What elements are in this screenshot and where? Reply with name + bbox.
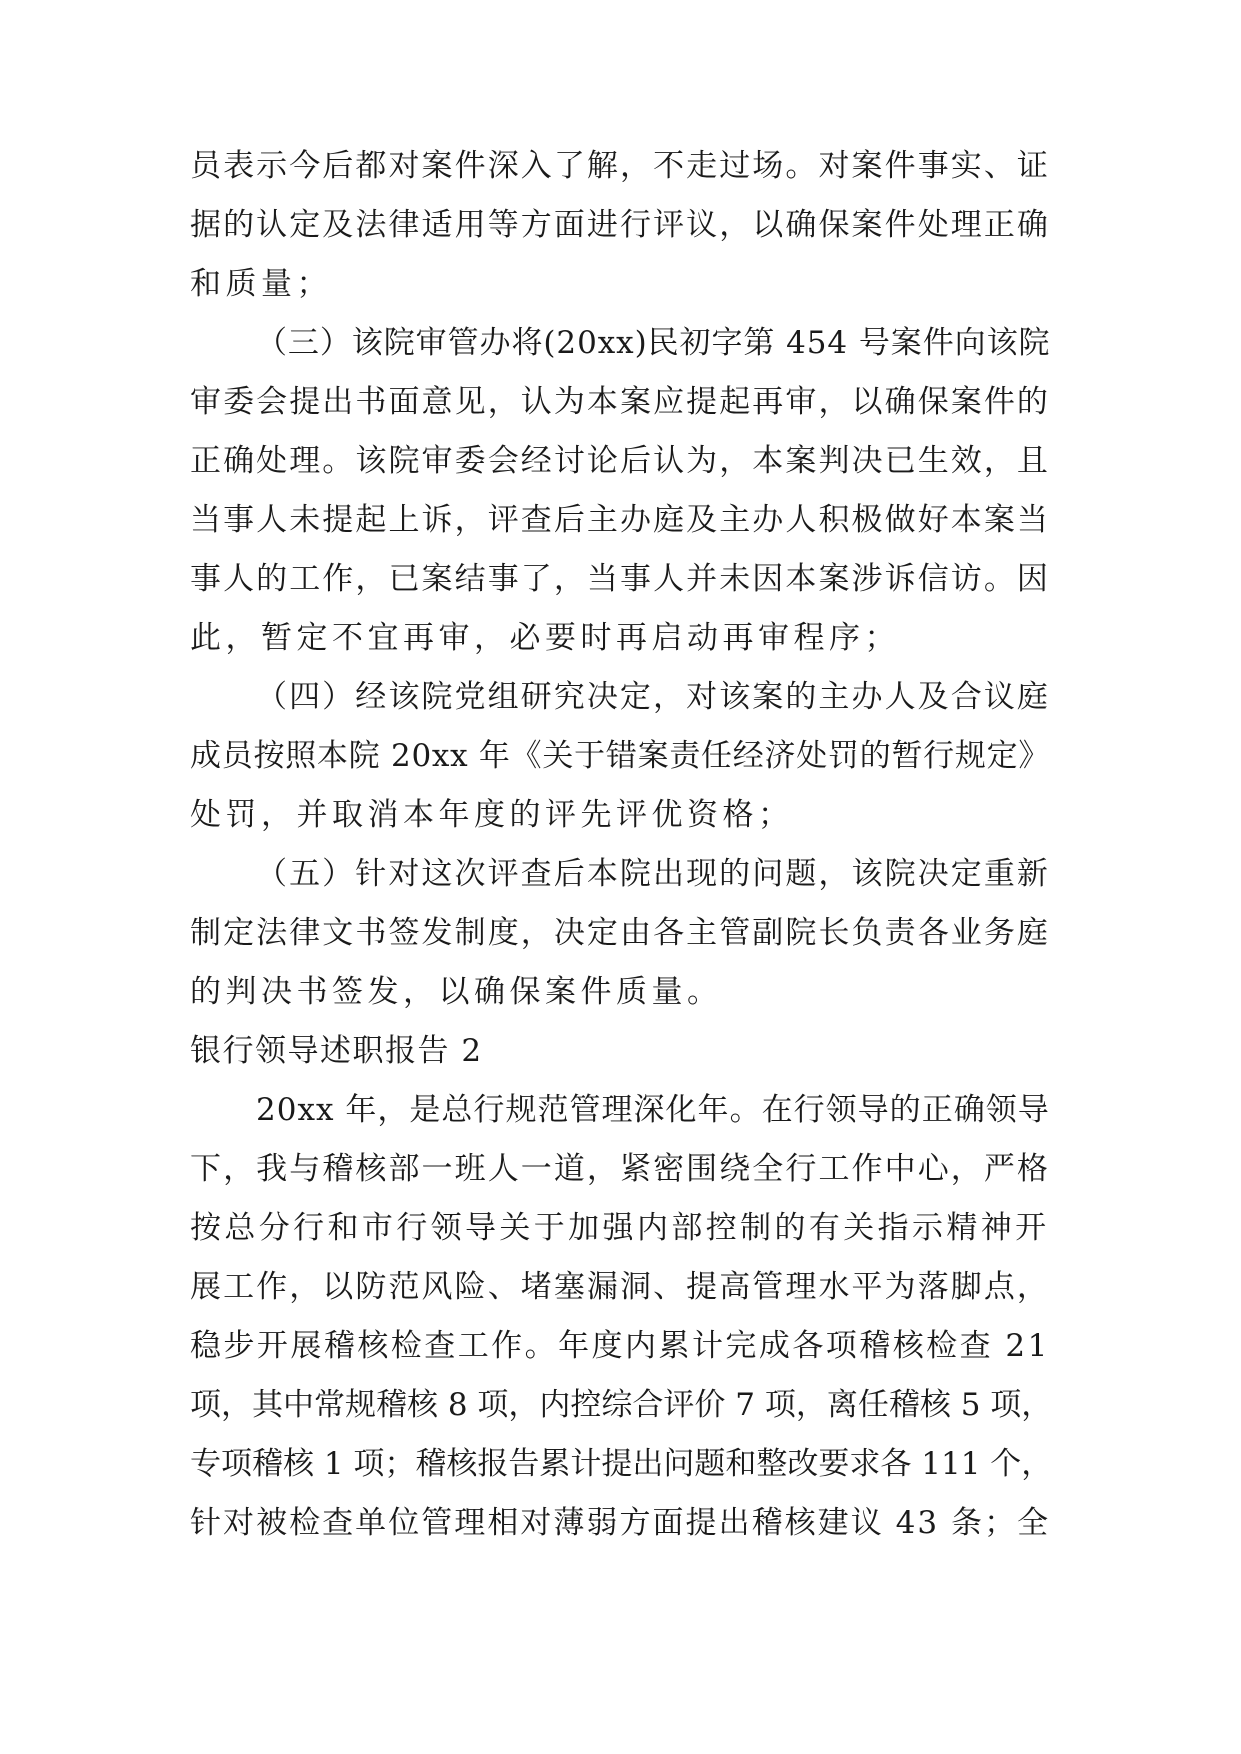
text-line: 下，我与稽核部一班人一道，紧密围绕全行工作中心，严格 [190, 1151, 1050, 1187]
text-line: 据的认定及法律适用等方面进行评议，以确保案件处理正确 [190, 207, 1050, 243]
text-line: 20xx 年，是总行规范管理深化年。在行领导的正确领导 [256, 1092, 1050, 1128]
text-line: 和质量； [190, 266, 332, 302]
text-line: 稳步开展稽核检查工作。年度内累计完成各项稽核检查 21 [190, 1328, 1050, 1364]
text-line: 此，暂定不宜再审，必要时再启动再审程序； [190, 620, 900, 656]
text-line: （三）该院审管办将(20xx)民初字第 454 号案件向该院 [256, 325, 1051, 361]
text-line: 事人的工作，已案结事了，当事人并未因本案涉诉信访。因 [190, 561, 1050, 597]
text-line: 审委会提出书面意见，认为本案应提起再审，以确保案件的 [190, 384, 1050, 420]
text-line: 员表示今后都对案件深入了解，不走过场。对案件事实、证 [190, 148, 1050, 184]
text-line: 展工作，以防范风险、堵塞漏洞、提高管理水平为落脚点， [190, 1269, 1050, 1305]
text-line: 当事人未提起上诉，评查后主办庭及主办人积极做好本案当 [190, 502, 1050, 538]
text-line: （五）针对这次评查后本院出现的问题，该院决定重新 [256, 856, 1050, 892]
text-line: 正确处理。该院审委会经讨论后认为，本案判决已生效，且 [190, 443, 1050, 479]
text-line: （四）经该院党组研究决定，对该案的主办人及合议庭 [256, 679, 1050, 715]
section-heading: 银行领导述职报告 2 [190, 1033, 483, 1069]
text-line: 专项稽核 1 项；稽核报告累计提出问题和整改要求各 111 个， [190, 1446, 1053, 1482]
text-line: 成员按照本院 20xx 年《关于错案责任经济处罚的暂行规定》 [190, 738, 1051, 774]
text-line: 按总分行和市行领导关于加强内部控制的有关指示精神开 [190, 1210, 1050, 1246]
text-line: 制定法律文书签发制度，决定由各主管副院长负责各业务庭 [190, 915, 1050, 951]
text-line: 针对被检查单位管理相对薄弱方面提出稽核建议 43 条；全 [190, 1505, 1051, 1541]
text-line: 处罚，并取消本年度的评先评优资格； [190, 797, 794, 833]
text-line: 的判决书签发，以确保案件质量。 [190, 974, 723, 1010]
text-line: 项，其中常规稽核 8 项，内控综合评价 7 项，离任稽核 5 项， [190, 1387, 1053, 1423]
document-body [190, 137, 1053, 1553]
